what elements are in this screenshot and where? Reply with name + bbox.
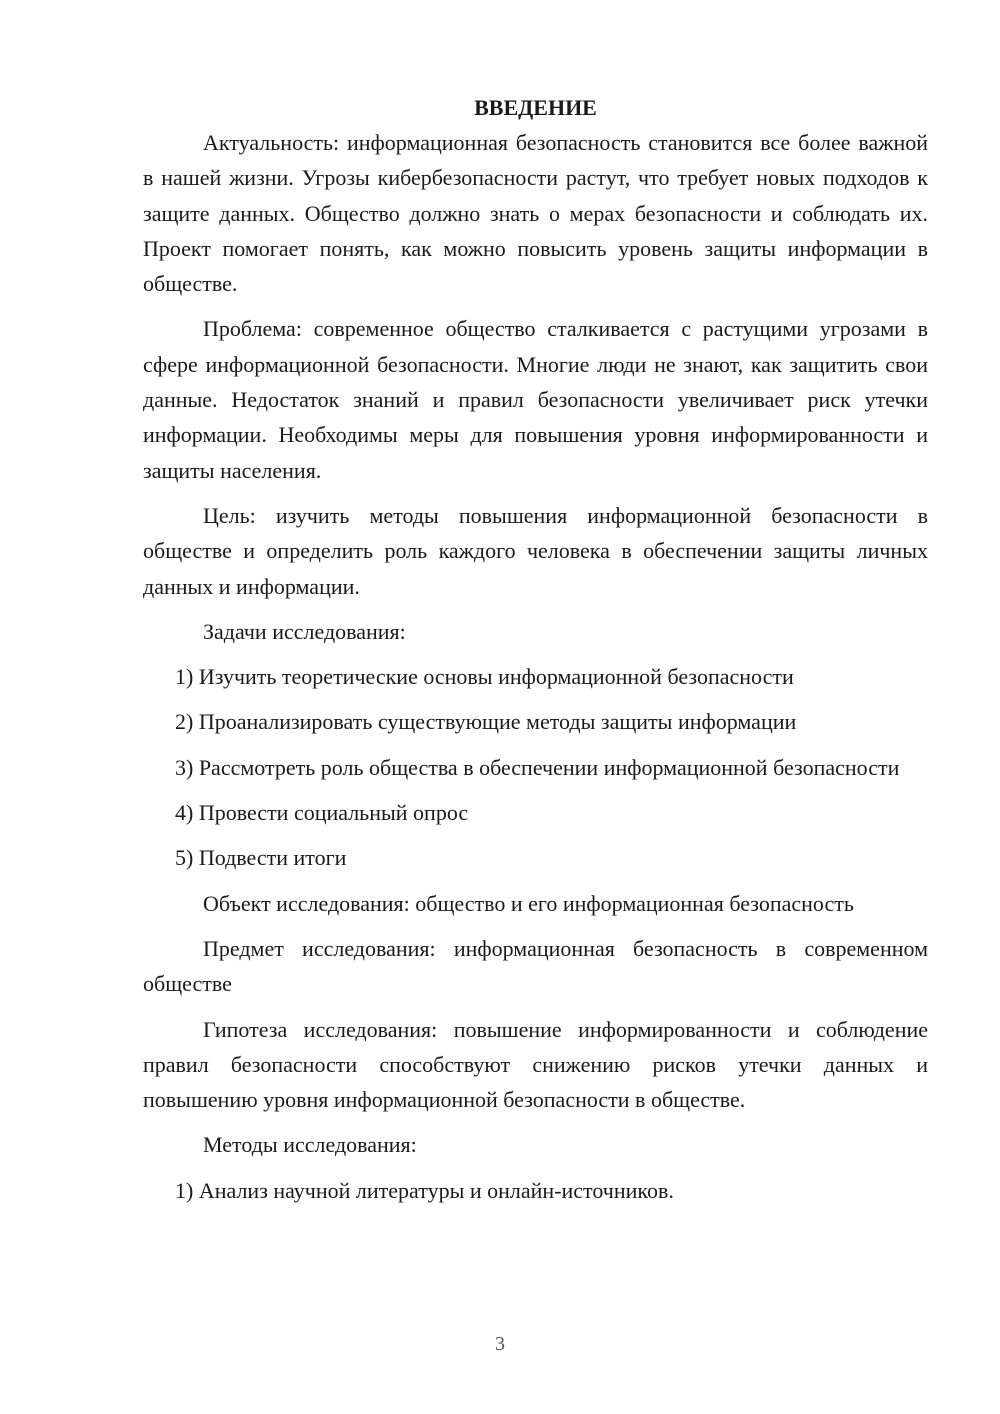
tasks-intro: Задачи исследования: [203,618,406,644]
subject-paragraph: Предмет исследования: информационная безопасность в современном обществе [143,935,928,997]
hypothesis-paragraph: Гипотеза исследования: повышение информированности и соблюдение правил безопасности способствуют снижению рисков утечки данных и повышению уровня информационной безопасности в обществе. [143,1016,928,1113]
task-item-2: 2) Проанализировать существующие методы защиты информации [175,709,797,735]
methods-intro: Методы исследования: [203,1132,417,1158]
page-number: 3 [495,1333,505,1355]
goal-paragraph: Цель: изучить методы повышения информационной безопасности в обществе и определить роль каждого человека в обеспечении защиты личных данных и информации. [143,502,928,599]
object-paragraph: Объект исследования: общество и его информационная безопасность [203,890,854,916]
task-item-3: 3) Рассмотреть роль общества в обеспечении информационной безопасности [175,754,900,780]
task-item-1: 1) Изучить теоретические основы информационной безопасности [175,664,794,690]
problem-paragraph: Проблема: современное общество сталкивается с растущими угрозами в сфере информационной безопасности. Многие люди не знают, как защитить свои данные. Недостаток знаний и правил безопасности увеличивает риск утечки информации. Необходимы меры для повышения уровня информированности и защиты населения. [143,316,928,483]
page-heading: ВВЕДЕНИЕ [474,95,597,120]
document-page [143,90,928,1218]
relevance-paragraph: Актуальность: информационная безопасность становится все более важной в нашей жизни. Угрозы кибербезопасности растут, что требует новых подходов к защите данных. Общество должно знать о мерах безопасности и соблюдать их. Проект помогает понять, как можно повысить уровень защиты информации в обществе. [143,130,928,297]
method-item-1: 1) Анализ научной литературы и онлайн-источников. [175,1177,674,1203]
task-item-4: 4) Провести социальный опрос [175,800,469,826]
task-item-5: 5) Подвести итоги [175,845,347,871]
